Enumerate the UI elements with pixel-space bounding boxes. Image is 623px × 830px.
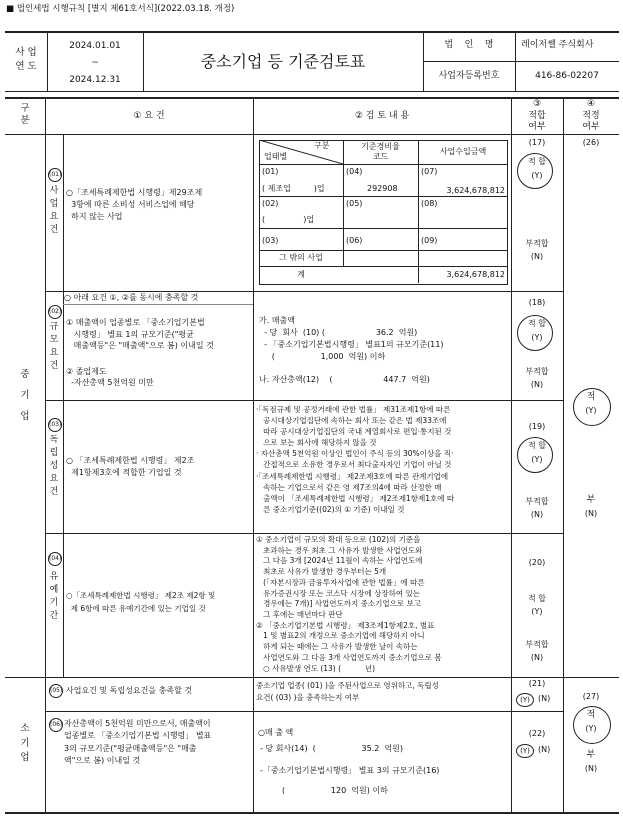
col-fit-header: ③ 적합 여부 — [528, 99, 546, 133]
final-small-no[interactable]: 부 — [586, 750, 596, 760]
cell-06: (06) — [346, 236, 363, 245]
fit-17-no[interactable]: 부적합 — [525, 239, 549, 248]
final-sme-no-code: (N) — [584, 509, 598, 518]
table-code-label: 기준경비율 코드 — [361, 142, 400, 161]
fit-21-no[interactable]: (N) — [538, 694, 551, 703]
final-26-number: (26) — [582, 138, 600, 147]
col-final-header: ④ 적정 여부 — [582, 99, 600, 133]
fit-18-no[interactable]: 부적합 — [525, 367, 549, 376]
row-102-label: 규 모 요 건 — [49, 322, 59, 372]
fit-19-number: (19) — [528, 422, 546, 431]
reg-no-label: 사업자등록번호 — [438, 71, 500, 81]
cell-07: (07) — [421, 167, 438, 176]
row-105-requirement: 사업요건 및 독립성요건을 충족할 것 — [66, 686, 193, 695]
row-103-requirement: ○ 「조세특례제한법 시행령」 제2조 제1항제3호에 적합한 기업일 것 — [66, 456, 195, 478]
business-year-label: 사 업 연 도 — [15, 47, 37, 73]
cell-02: (02) — [262, 199, 279, 208]
table-revenue-label: 사업수입금액 — [439, 147, 487, 156]
fit-18-no-code: (N) — [530, 380, 544, 389]
fit-19-no[interactable]: 부적합 — [525, 497, 549, 506]
small-standard-label: -「중소기업기본법시행령」 별표 3의 규모기준(16) — [260, 766, 440, 775]
fit-20-no-code: (N) — [530, 653, 544, 662]
total-label: 계 — [297, 270, 305, 279]
row-101-label: 사 업 요 건 — [49, 186, 59, 236]
fit-18-yes-code: (Y) — [531, 333, 543, 342]
row-106-requirement: 자산총액이 5천억원 미만으로서, 매출액이 업종별로 「중소기업기본법 시행령」 별표 3의 규모기준("평균매출액등"은 "매출 액"으로 봄) 이내일 것 — [64, 719, 212, 766]
company-revenue: - 당 회사 (10) ( 36.2 억원) — [259, 328, 418, 337]
fit-20-number: (20) — [528, 558, 546, 567]
small-revenue-heading: ○매 출 액 — [258, 728, 294, 737]
revenue-1: 3,624,678,812 — [446, 186, 505, 195]
row-102-requirement-1: ① 매출액이 업종별로 「중소기업기본법 시행령」 별표 1의 규모기준("평균 매출액등"은 "매출액"으로 봄) 이내일 것 — [66, 318, 214, 351]
fit-20-yes-code: (Y) — [531, 607, 543, 616]
total-revenue: 3,624,678,812 — [446, 270, 505, 279]
col-review-header: ② 검 토 내 용 — [354, 111, 410, 121]
fit-17-no-code: (N) — [530, 252, 544, 261]
row-102-number: (02) — [48, 305, 62, 319]
period-separator: ~ — [91, 58, 99, 68]
fit-21-yes[interactable]: (Y) — [516, 693, 534, 707]
fit-20-no[interactable]: 부적합 — [525, 640, 549, 649]
row-104-requirement: ○「조세특례제한법 시행령」 제2조 제2항 및 제 6항에 따른 유예기간에 있는 기업일 것 — [66, 591, 216, 613]
period-end: 2024.12.31 — [69, 75, 121, 85]
fit-19-yes[interactable]: 적 합 — [528, 441, 546, 450]
row-102-requirement-2: ② 졸업제도 -자산총액 5천억원 미만 — [66, 367, 154, 388]
row-104-label: 유 예 기 간 — [49, 572, 59, 622]
fit-22-yes[interactable]: (Y) — [516, 744, 534, 758]
corp-name: 레이저쎌 주식회사 — [521, 40, 594, 50]
fit-17-yes-code: (Y) — [531, 171, 543, 180]
row-104-detail: ① 중소기업이 규모의 확대 등으로 (102)의 기준을 초과하는 경우 최초 그 사유가 발생한 사업연도와 그 다음 3개 [2024년 11월이 속하는 사업연도에 최초로 사유가 발생한 경우부터는 5개 (「자본시장과 금융투자사업에 관한 법률」에 따른 유가증권시장 또는 코스닥 시장에 상장하여 있는 경우에는 7개)] 사업연도까지 중소기업으로 보고 그 후에는 매년마다 판단 ② 「중소기업기본법 시행령」 제3조제1항제2호, 별표 1 및 별표2의 개정으로 중소기업에 해당하지 아니 하게 되는 때에는 그 사유가 발생한 날이 속하는 사업연도와 그 다음 3개 사업연도까지 중소기업으로 봄 ○ 사유발생 연도 (13) ( 년) — [256, 535, 442, 673]
row-106-number: (06) — [49, 718, 63, 732]
small-standard-revenue: ( 120 억원) 이하 — [282, 786, 388, 795]
fit-18-number: (18) — [528, 298, 546, 307]
fit-22-no[interactable]: (N) — [538, 745, 551, 754]
row-103-label: 독 립 성 요 건 — [49, 435, 59, 498]
cell-04: (04) — [346, 167, 363, 176]
code-1: 292908 — [367, 184, 398, 193]
industry-2: ( )업 — [262, 215, 315, 224]
final-sme-yes[interactable]: 적 — [586, 392, 596, 402]
other-business-label: 그 밖의 사업 — [279, 253, 323, 262]
row-101-number: (01) — [48, 168, 62, 182]
row-105-detail: 중소기업 업종( (01) )을 주된사업으로 영위하고, 독립성 요건( (03) )을 충족하는지 여부 — [256, 681, 439, 702]
small-company-revenue: - 당 회사(14) ( 35.2 억원) — [260, 744, 404, 753]
period-start: 2024.01.01 — [69, 41, 121, 51]
row-102-requirement-head: ○ 아래 요건 ①, ②를 동시에 충족할 것 — [64, 293, 199, 302]
fit-17-yes[interactable]: 적 합 — [528, 157, 546, 166]
table-gubun-label: 구분 — [314, 141, 330, 150]
form-title: ■ 법인세법 시행규칙 [별지 제61호서식](2022.03.18. 개정) — [6, 4, 235, 14]
final-sme-yes-code: (Y) — [585, 406, 597, 415]
fit-17-number: (17) — [528, 138, 546, 147]
fit-18-yes[interactable]: 적 합 — [528, 319, 546, 328]
cell-01: (01) — [262, 167, 279, 176]
fit-19-no-code: (N) — [530, 510, 544, 519]
reg-no: 416-86-02207 — [535, 71, 599, 81]
cell-05: (05) — [346, 199, 363, 208]
row-105-number: (05) — [49, 684, 63, 698]
standard-revenue-label: - 「중소기업기본법시행령」 별표1의 규모기준(11) — [259, 340, 444, 349]
cell-03: (03) — [262, 236, 279, 245]
fit-19-yes-code: (Y) — [531, 455, 543, 464]
row-103-detail: ·「독점규제 및 공정거래에 관한 법률」 제31조제1항에 따른 공시대상기업집단에 속하는 회사 또는 같은 법 제33조에 따라 공시대상기업집단의 국내 계열회사로 편입·통지된 것 으로 보는 회사에 해당하지 않을 것 · 자산총액 5천억원 이상인 법인이 주식 등의 30%이상을 직· 간접적으로 소유한 경우로서 최다출자자인 기업이 아닐 것 ·「조세특례제한법 시행령」 제2조제3호에 따른 관계기업에 속하는 기업으로서 같은 영 제7조의4에 따라 산정한 매 출액이 「조세특례제한법 시행령」 제2조제1항제1호에 따 른 중소기업기준((02)의 ① 기준) 이내일 것 — [256, 405, 455, 514]
cell-09: (09) — [421, 236, 438, 245]
corp-name-label: 법 인 명 — [444, 40, 494, 50]
row-103-number: (03) — [48, 418, 62, 432]
row-104-number: (04) — [48, 552, 62, 566]
col-category-header: 구 분 — [20, 103, 30, 127]
group-small-label: 소 기 업 — [20, 723, 30, 764]
cell-08: (08) — [421, 199, 438, 208]
final-sme-no[interactable]: 부 — [586, 495, 596, 505]
group-sme-label: 중 기 업 — [20, 369, 30, 422]
industry-1: ( 제조업 )업 — [262, 184, 325, 193]
row-101-requirement: ○「조세특례제한법 시행령」제29조제 3항에 따른 소비성 서비스업에 해당 하지 않는 사업 — [66, 188, 203, 221]
total-assets: 나. 자산총액(12) ( 447.7 억원) — [259, 375, 430, 384]
col-requirement-header: ① 요 건 — [133, 111, 165, 121]
document-title: 중소기업 등 기준검토표 — [200, 52, 366, 71]
final-27-number: (27) — [582, 692, 600, 701]
fit-21-number: (21) — [528, 679, 546, 688]
revenue-heading: 가. 매출액 — [259, 316, 295, 325]
fit-22-number: (22) — [528, 729, 546, 738]
fit-20-yes[interactable]: 적 합 — [528, 594, 546, 603]
standard-revenue: ( 1,000 억원) 이하 — [259, 352, 386, 361]
final-small-yes-code: (Y) — [585, 724, 597, 733]
table-industry-label: 업태별 — [264, 152, 288, 161]
final-small-yes[interactable]: 적 — [586, 710, 596, 720]
final-small-no-code: (N) — [584, 764, 598, 773]
